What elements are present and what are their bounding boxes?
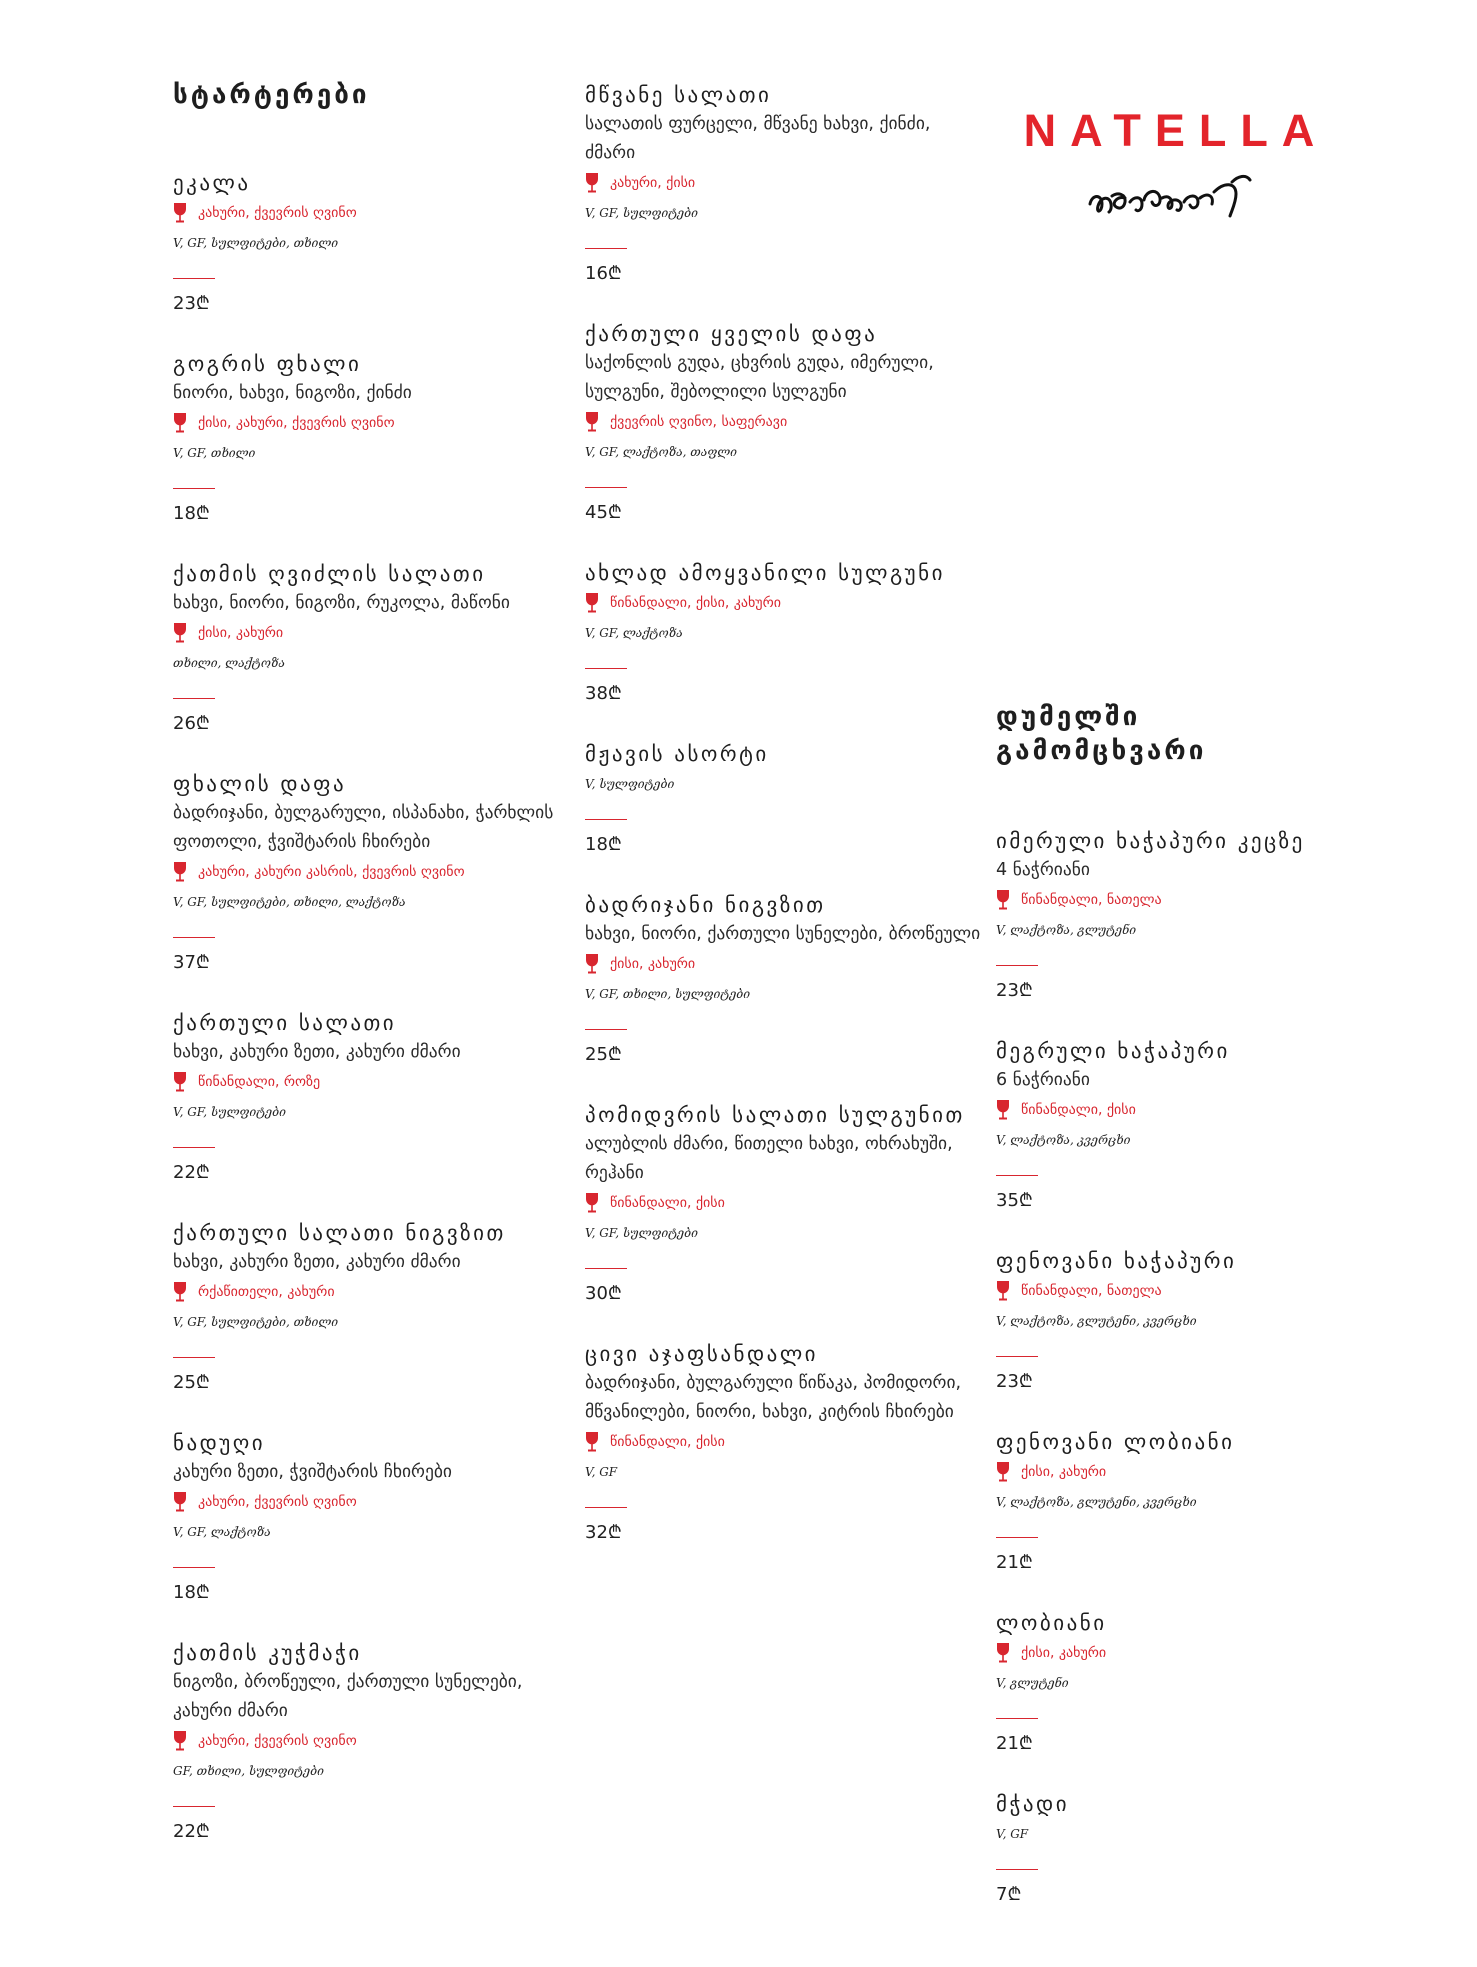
wine-glass-icon [585, 1431, 599, 1453]
dish-name: ბადრიჯანი ნიგვზით [585, 893, 826, 917]
dietary-info: GF, თხილი, სულფიტები [173, 1764, 324, 1778]
dish-name: ეკალა [173, 171, 251, 195]
dish-description: ბადრიჯანი, ბულგარული წიწაკა, პომიდორი, მწვანილები, ნიორი, ხახვი, კიტრის ჩხირები [585, 1373, 962, 1422]
wine-pairing-text: ქისი, კახური [1021, 1464, 1107, 1480]
wine-pairing-text: კახური, ქისი [610, 175, 696, 191]
divider [585, 1268, 627, 1269]
list-item [585, 890, 985, 1068]
dish-description: ალუბლის ძმარი, წითელი ხახვი, ოხრახუში, რეჰანი [585, 1134, 953, 1183]
dietary-info: V, GF, სულფიტები [173, 1105, 286, 1119]
price: 35₾ [996, 1190, 1033, 1211]
section-title: სტარტერები [173, 80, 370, 110]
menu-list [585, 80, 985, 1546]
wine-glass-icon [585, 953, 599, 975]
wine-pairing [996, 1638, 1396, 1668]
wine-glass-icon [173, 1491, 187, 1513]
section-oven-baked [996, 700, 1396, 1940]
divider [996, 1356, 1038, 1357]
wine-pairing-text: ქისი, კახური, ქვევრის ღვინო [198, 415, 395, 431]
list-item [173, 349, 573, 527]
dish-description: კახური ზეთი, ჭვიშტარის ჩხირები [173, 1462, 452, 1482]
wine-glass-icon [173, 412, 187, 434]
divider [996, 1537, 1038, 1538]
wine-pairing-text: წინანდალი, როზე [198, 1074, 321, 1090]
dietary-info: V, GF, სულფიტები [585, 1226, 698, 1240]
wine-pairing-text: რქაწითელი, კახური [198, 1284, 335, 1300]
wine-pairing-text: წინანდალი, ქისი, კახური [610, 595, 781, 611]
wine-pairing [585, 407, 985, 437]
dietary-info: V, GF, სულფიტები, თხილი, ლაქტოზა [173, 895, 406, 909]
wine-pairing [585, 168, 985, 198]
wine-glass-icon [996, 1642, 1010, 1664]
list-item [585, 80, 985, 287]
list-item [996, 826, 1396, 1004]
price: 21₾ [996, 1733, 1033, 1754]
dietary-info: V, GF [585, 1465, 618, 1479]
brand-logo [1006, 102, 1346, 232]
wine-glass-icon [173, 202, 187, 224]
dish-name: მჭადი [996, 1792, 1070, 1816]
dish-name: ქათმის ღვიძლის სალათი [173, 562, 486, 586]
dish-name: ლობიანი [996, 1611, 1107, 1635]
wine-pairing [173, 1067, 573, 1097]
wine-glass-icon [996, 889, 1010, 911]
divider [585, 248, 627, 249]
wine-pairing [585, 1427, 985, 1457]
dietary-info: V, GF, ლაქტოზა [585, 626, 683, 640]
divider [585, 487, 627, 488]
dish-description: საქონლის გუდა, ცხვრის გუდა, იმერული, სულგუნი, შებოლილი სულგუნი [585, 353, 934, 402]
wine-glass-icon [996, 1280, 1010, 1302]
wine-glass-icon [996, 1461, 1010, 1483]
dietary-info: V, GF, სულფიტები, თხილი [173, 236, 339, 250]
wine-pairing-text: წინანდალი, ნათელა [1021, 892, 1162, 908]
list-item [996, 1427, 1396, 1576]
dish-description: სალათის ფურცელი, მწვანე ხახვი, ქინძი, ძმარი [585, 114, 931, 163]
list-item [585, 558, 985, 707]
dietary-info: თხილი, ლაქტოზა [173, 656, 285, 670]
section-starters-continued [585, 80, 985, 1578]
wine-glass-icon [585, 1192, 599, 1214]
menu-list [173, 168, 573, 1845]
price: 18₾ [585, 834, 622, 855]
wine-pairing-text: წინანდალი, ქისი [1021, 1102, 1136, 1118]
dietary-info: V, GF, სულფიტები, თხილი [173, 1315, 339, 1329]
wine-pairing-text: ქისი, კახური [1021, 1645, 1107, 1661]
wine-pairing-text: წინანდალი, ქისი [610, 1195, 725, 1211]
price: 22₾ [173, 1821, 210, 1842]
dish-description: 6 ნაჭრიანი [996, 1070, 1090, 1090]
dish-description: ნიორი, ხახვი, ნიგოზი, ქინძი [173, 383, 412, 403]
price: 37₾ [173, 952, 210, 973]
price: 18₾ [173, 1582, 210, 1603]
wine-glass-icon [585, 411, 599, 433]
dish-description: 4 ნაჭრიანი [996, 860, 1090, 880]
wine-pairing [173, 1277, 573, 1307]
wine-glass-icon [173, 1281, 187, 1303]
dietary-info: V, GF, თხილი [173, 446, 256, 460]
dish-name: გოგრის ფხალი [173, 352, 362, 376]
dish-name: ფენოვანი ლობიანი [996, 1430, 1235, 1454]
divider [996, 1175, 1038, 1176]
wine-glass-icon [173, 622, 187, 644]
wine-pairing-text: ქისი, კახური [198, 625, 284, 641]
wine-pairing-text: კახური, ქვევრის ღვინო [198, 1733, 357, 1749]
divider [173, 937, 215, 938]
divider [173, 278, 215, 279]
wine-glass-icon [585, 592, 599, 614]
dietary-info: V, ლაქტოზა, გლუტენი, კვერცხი [996, 1314, 1197, 1328]
dish-description: ხახვი, ნიორი, ქართული სუნელები, ბროწეული [585, 924, 981, 944]
list-item [173, 1428, 573, 1606]
list-item [996, 1608, 1396, 1757]
dish-name: მეგრული ხაჭაპური [996, 1039, 1230, 1063]
wine-pairing-text: ქისი, კახური [610, 956, 696, 972]
wine-pairing [173, 1487, 573, 1517]
wine-pairing [996, 1276, 1396, 1306]
divider [585, 668, 627, 669]
dietary-info: V, GF, თხილი, სულფიტები [585, 987, 751, 1001]
list-item [585, 1100, 985, 1307]
dish-name: ახლად ამოყვანილი სულგუნი [585, 561, 945, 585]
dish-name: მწვანე სალათი [585, 83, 772, 107]
wine-pairing [173, 408, 573, 438]
dietary-info: V, ლაქტოზა, გლუტენი [996, 923, 1137, 937]
list-item [585, 1339, 985, 1546]
wine-glass-icon [173, 1730, 187, 1752]
wine-pairing [996, 1457, 1396, 1487]
price: 16₾ [585, 263, 622, 284]
list-item [585, 319, 985, 526]
divider [173, 1147, 215, 1148]
divider [173, 488, 215, 489]
divider [585, 1507, 627, 1508]
price: 38₾ [585, 683, 622, 704]
price: 26₾ [173, 713, 210, 734]
price: 23₾ [996, 1371, 1033, 1392]
wine-glass-icon [173, 861, 187, 883]
wine-pairing [173, 1726, 573, 1756]
wine-pairing-text: წინანდალი, ქისი [610, 1434, 725, 1450]
wine-pairing [585, 588, 985, 618]
list-item [173, 559, 573, 737]
wine-pairing [173, 857, 573, 887]
wine-pairing-text: კახური, ქვევრის ღვინო [198, 205, 357, 221]
list-item [173, 168, 573, 317]
dish-description: ხახვი, ნიორი, ნიგოზი, რუკოლა, მაწონი [173, 593, 510, 613]
list-item [996, 1036, 1396, 1214]
divider [585, 819, 627, 820]
divider [585, 1029, 627, 1030]
divider [173, 1806, 215, 1807]
list-item [173, 1008, 573, 1186]
price: 23₾ [173, 293, 210, 314]
divider [996, 1869, 1038, 1870]
dish-name: ფხალის დაფა [173, 772, 347, 796]
wine-pairing [173, 618, 573, 648]
wine-pairing-text: წინანდალი, ნათელა [1021, 1283, 1162, 1299]
wine-pairing-text: კახური, ქვევრის ღვინო [198, 1494, 357, 1510]
divider [173, 698, 215, 699]
wine-glass-icon [173, 1071, 187, 1093]
dish-name: მჟავის ასორტი [585, 742, 769, 766]
wine-glass-icon [996, 1099, 1010, 1121]
dietary-info: V, GF, ლაქტოზა, თაფლი [585, 445, 737, 459]
list-item [996, 1246, 1396, 1395]
dish-name: პომიდვრის სალათი სულგუნით [585, 1103, 965, 1127]
dish-description: ბადრიჯანი, ბულგარული, ისპანახი, ჭარხლის ფოთოლი, ჭვიშტარის ჩხირები [173, 803, 554, 852]
price: 25₾ [585, 1044, 622, 1065]
price: 7₾ [996, 1884, 1022, 1905]
divider [173, 1567, 215, 1568]
price: 30₾ [585, 1283, 622, 1304]
price: 21₾ [996, 1552, 1033, 1573]
dish-description: ნიგოზი, ბროწეული, ქართული სუნელები, კახური ძმარი [173, 1672, 523, 1721]
dish-name: ქათმის კუჭმაჭი [173, 1641, 362, 1665]
dish-description: ხახვი, კახური ზეთი, კახური ძმარი [173, 1252, 461, 1272]
dish-description: ხახვი, კახური ზეთი, კახური ძმარი [173, 1042, 461, 1062]
price: 18₾ [173, 503, 210, 524]
dish-name: ფენოვანი ხაჭაპური [996, 1249, 1237, 1273]
brand-name: NATELLA [1023, 105, 1329, 156]
section-starters [173, 78, 573, 1877]
wine-pairing [585, 949, 985, 979]
divider [996, 1718, 1038, 1719]
price: 45₾ [585, 502, 622, 523]
menu-list [996, 826, 1396, 1908]
price: 23₾ [996, 980, 1033, 1001]
dietary-info: V, ლაქტოზა, გლუტენი, კვერცხი [996, 1495, 1197, 1509]
dietary-info: V, GF [996, 1827, 1029, 1841]
price: 25₾ [173, 1372, 210, 1393]
wine-pairing [173, 198, 573, 228]
dish-name: ქართული სალათი [173, 1011, 397, 1035]
dish-name: იმერული ხაჭაპური კეცზე [996, 829, 1305, 853]
dish-name: ცივი აჯაფსანდალი [585, 1342, 819, 1366]
price: 22₾ [173, 1162, 210, 1183]
list-item [173, 1638, 573, 1845]
wine-pairing [996, 1095, 1396, 1125]
wine-pairing-text: კახური, კახური კასრის, ქვევრის ღვინო [198, 864, 465, 880]
price: 32₾ [585, 1522, 622, 1543]
wine-pairing [996, 885, 1396, 915]
dietary-info: V, GF, სულფიტები [585, 206, 698, 220]
divider [996, 965, 1038, 966]
dietary-info: V, გლუტენი [996, 1676, 1069, 1690]
list-item [996, 1789, 1396, 1908]
dietary-info: V, GF, ლაქტოზა [173, 1525, 271, 1539]
wine-pairing [585, 1188, 985, 1218]
dietary-info: V, სულფიტები [585, 777, 675, 791]
list-item [585, 739, 985, 858]
brand-signature-icon [1082, 162, 1272, 232]
dish-name: ნადუღი [173, 1431, 266, 1455]
wine-pairing-text: ქვევრის ღვინო, საფერავი [610, 414, 788, 430]
section-title: დუმელში გამომცხვარი [996, 702, 1207, 766]
wine-glass-icon [585, 172, 599, 194]
dietary-info: V, ლაქტოზა, კვერცხი [996, 1133, 1131, 1147]
divider [173, 1357, 215, 1358]
list-item [173, 769, 573, 976]
dish-name: ქართული ყველის დაფა [585, 322, 878, 346]
dish-name: ქართული სალათი ნიგვზით [173, 1221, 506, 1245]
list-item [173, 1218, 573, 1396]
svg-text:ნატელა: ნატელა [1175, 228, 1179, 229]
